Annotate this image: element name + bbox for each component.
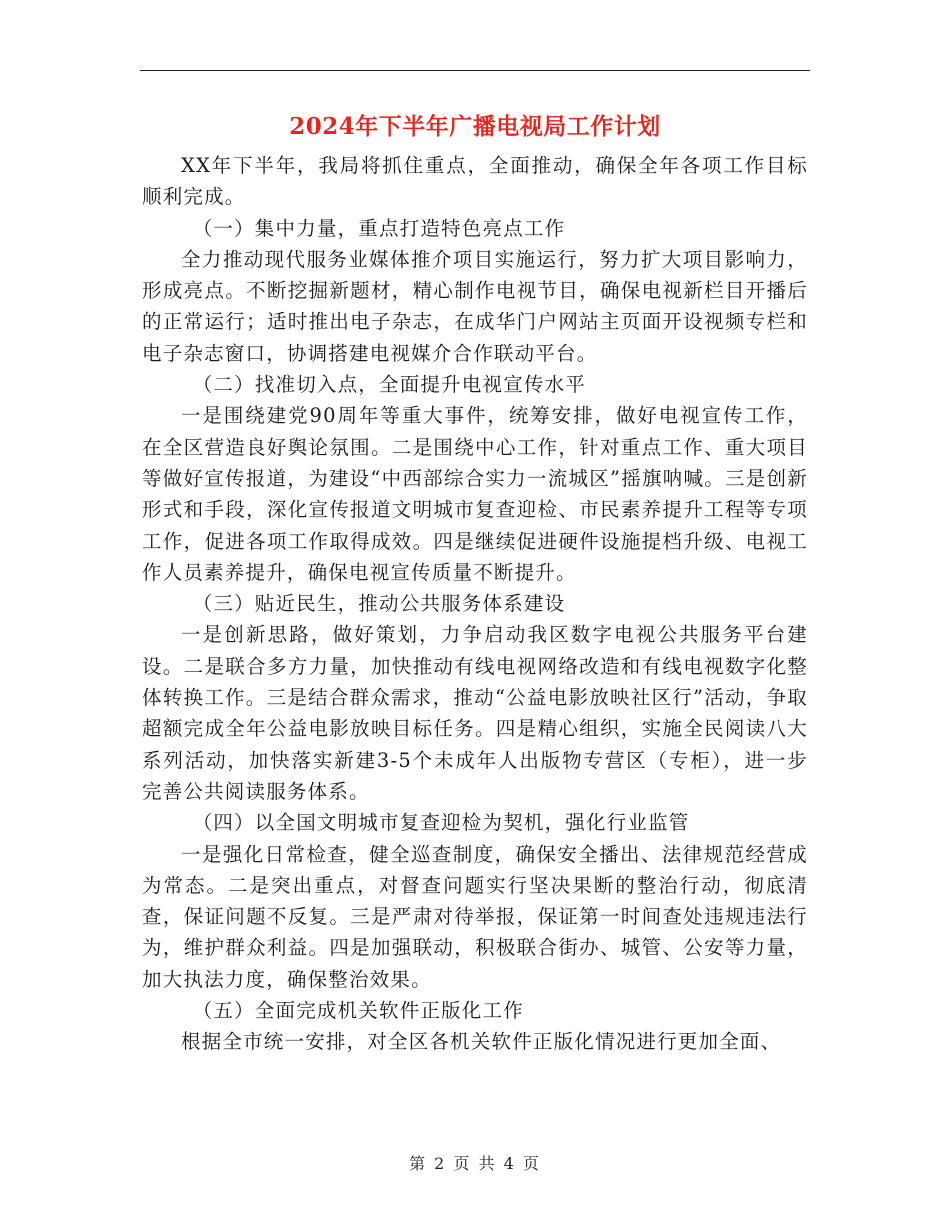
section-body-3: 一是创新思路，做好策划，力争启动我区数字电视公共服务平台建设。二是联合多方力量，加快推动有线电视网络改造和有线电视数字化整体转换工作。三是结合群众需求，推动“公益电影放映社区行”活动，争取超额完成全年公益电影放映目标任务。四是精心组织，实施全民阅读八大系列活动，加快落实新建3-5个未成年人出版物专营区（专柜），进一步完善公共阅读服务体系。 bbox=[142, 623, 808, 803]
section-body-2: 一是围绕建党90周年等重大事件，统筹安排，做好电视宣传工作，在全区营造良好舆论氛围。二是围绕中心工作，针对重点工作、重大项目等做好宣传报道，为建设“中西部综合实力一流城区”摇旗呐喊。三是创新形式和手段，深化宣传报道文明城市复查迎检、市民素养提升工程等专项工作，促进各项工作取得成效。四是继续促进硬件设施提档升级、电视工作人员素养提升，确保电视宣传质量不断提升。 bbox=[142, 404, 808, 584]
section-heading-1: （一）集中力量，重点打造特色亮点工作 bbox=[192, 216, 566, 240]
section-heading-4: （四）以全国文明城市复查迎检为契机，强化行业监管 bbox=[192, 811, 690, 835]
section-heading-3: （三）贴近民生，推动公共服务体系建设 bbox=[192, 592, 566, 616]
section-heading-5: （五）全面完成机关软件正版化工作 bbox=[192, 999, 524, 1023]
page-number: 第 2 页 共 4 页 bbox=[409, 1154, 541, 1173]
header-divider bbox=[140, 70, 810, 71]
intro-paragraph: XX年下半年，我局将抓住重点，全面推动，确保全年各项工作目标顺利完成。 bbox=[142, 154, 808, 209]
document-body bbox=[142, 150, 808, 1058]
document-title: 2024年下半年广播电视局工作计划 bbox=[289, 113, 661, 140]
section-body-5: 根据全市统一安排，对全区各机关软件正版化情况进行更加全面、 bbox=[181, 1030, 782, 1054]
section-heading-2: （二）找准切入点，全面提升电视宣传水平 bbox=[192, 373, 586, 397]
section-body-1: 全力推动现代服务业媒体推介项目实施运行，努力扩大项目影响力，形成亮点。不断挖掘新题材，精心制作电视节目，确保电视新栏目开播后的正常运行；适时推出电子杂志，在成华门户网站主页面开设视频专栏和电子杂志窗口，协调搭建电视媒介合作联动平台。 bbox=[142, 247, 808, 365]
section-body-4: 一是强化日常检查，健全巡查制度，确保安全播出、法律规范经营成为常态。二是突出重点，对督查问题实行坚决果断的整治行动，彻底清查，保证问题不反复。三是严肃对待举报，保证第一时间查处违规违法行为，维护群众利益。四是加强联动，积极联合街办、城管、公安等力量，加大执法力度，确保整治效果。 bbox=[142, 842, 808, 991]
